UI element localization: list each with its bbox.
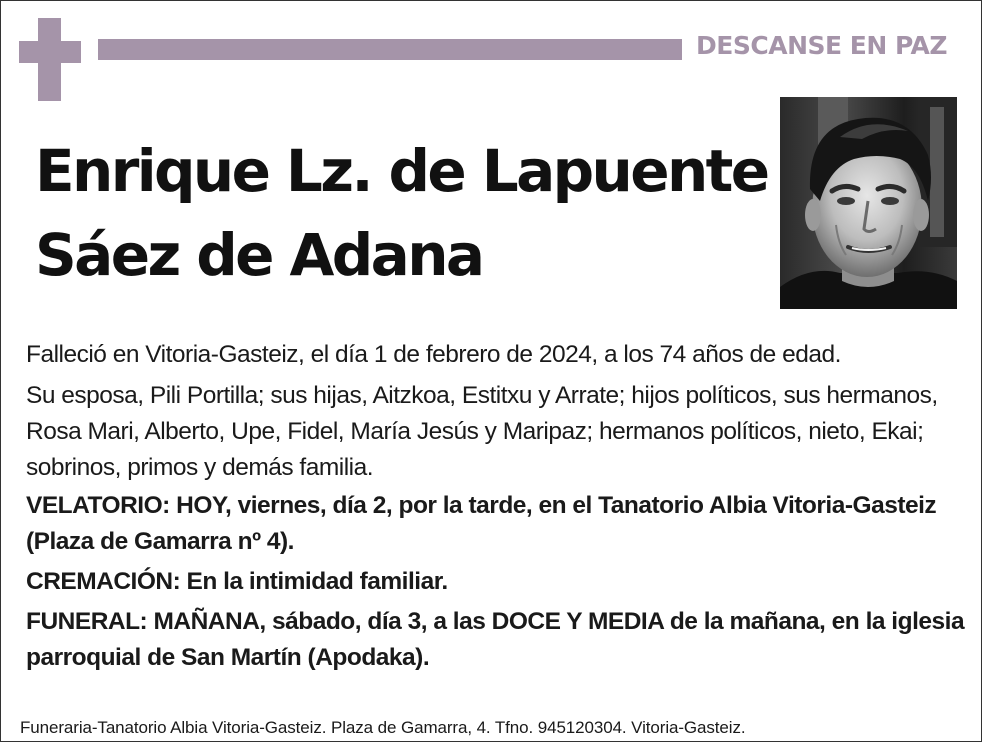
family-list: Su esposa, Pili Portilla; sus hijas, Aitzkoa, Estitxu y Arrate; hijos políticos, sus hermanos, Rosa Mari, Alberto, Upe, Fidel, María Jesús y Maripaz; hermanos políticos, nieto, Ekai; sobrinos, primos y demás familia. — [26, 382, 938, 481]
cross-icon-horizontal — [19, 41, 81, 63]
notice-body — [26, 337, 966, 676]
header-rule — [98, 39, 682, 60]
deceased-name — [35, 129, 775, 297]
header-label: DESCANSE EN PAZ — [696, 31, 947, 60]
name-line-2: Sáez de Adana — [35, 221, 483, 289]
death-announcement: Falleció en Vitoria-Gasteiz, el día 1 de febrero de 2024, a los 74 años de edad. — [26, 341, 841, 368]
funeral-details: FUNERAL: MAÑANA, sábado, día 3, a las DOCE Y MEDIA de la mañana, en la iglesia parroquial de San Martín (Apodaka). — [26, 608, 965, 671]
portrait-photo — [780, 97, 957, 309]
cremation-details: CREMACIÓN: En la intimidad familiar. — [26, 568, 448, 595]
funeral-home-footer: Funeraria-Tanatorio Albia Vitoria-Gasteiz. Plaza de Gamarra, 4. Tfno. 945120304. Vitoria-Gasteiz. — [20, 718, 746, 737]
wake-details: VELATORIO: HOY, viernes, día 2, por la tarde, en el Tanatorio Albia Vitoria-Gasteiz (Plaza de Gamarra nº 4). — [26, 492, 937, 555]
name-line-1: Enrique Lz. de Lapuente — [35, 137, 768, 205]
